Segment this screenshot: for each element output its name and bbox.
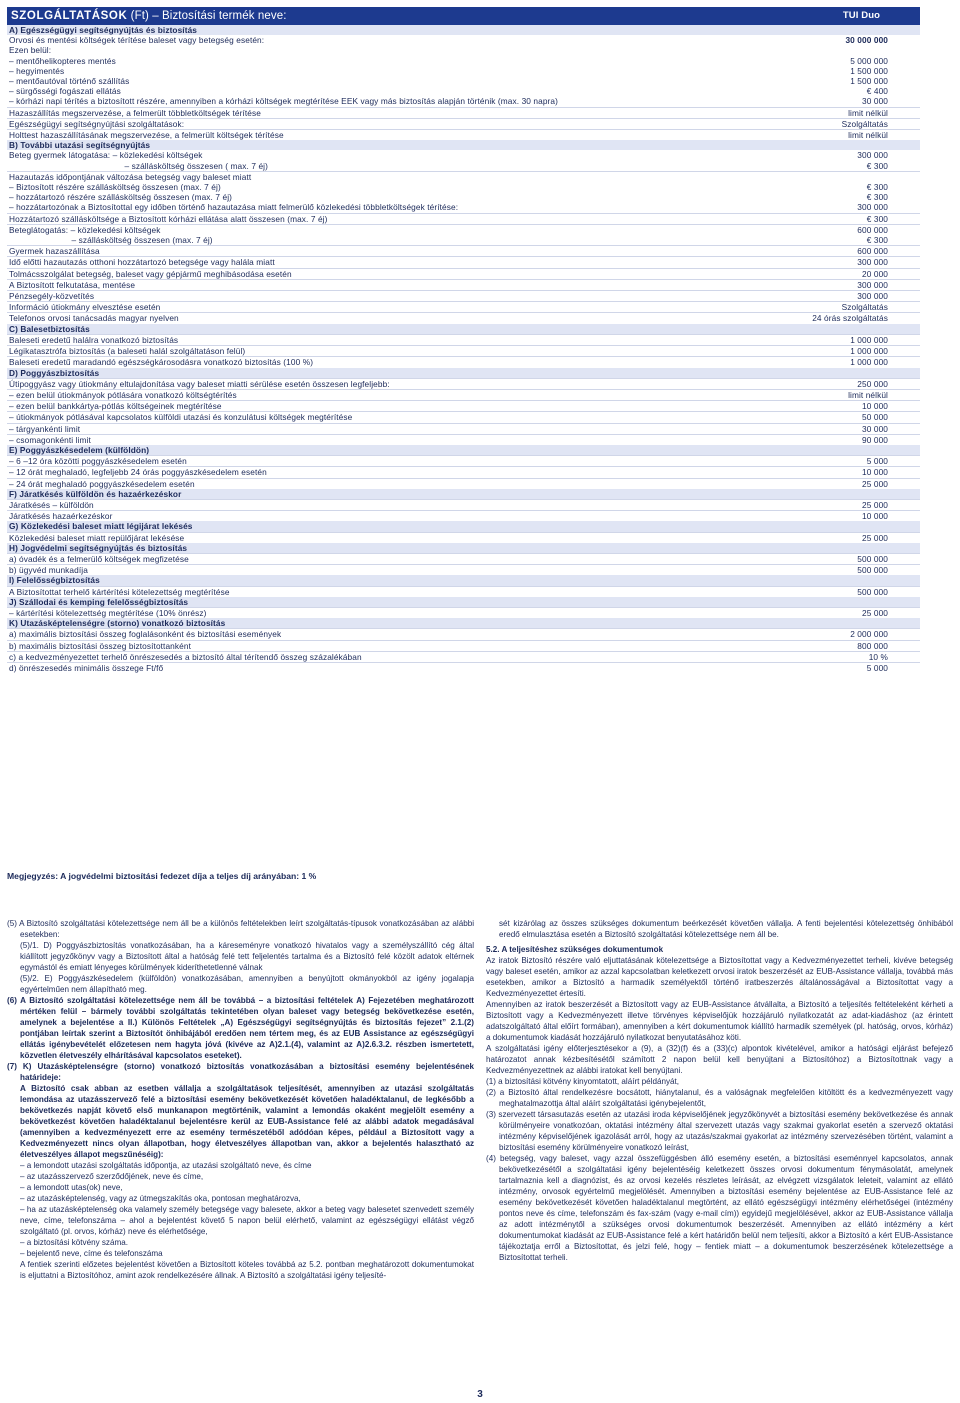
row-label: Beteg gyermek látogatása: – közlekedési költségek: [9, 150, 203, 161]
row-value: 600 000: [857, 246, 888, 257]
row-label: – 6 –12 óra közötti poggyászkésedelem esetén: [9, 456, 187, 467]
footnote: Megjegyzés: A jogvédelmi biztosítási fedezet díja a teljes díj arányában: 1 %: [7, 871, 317, 881]
row-label: d) önrészesedés minimális összege Ft/fő: [9, 662, 164, 673]
paragraph: – az utazásszervező szerződőjének, neve és címe,: [20, 1172, 204, 1181]
row-label: – csomagonkénti limit: [9, 434, 91, 445]
table-row: [7, 334, 920, 345]
paragraph: Amennyiben az iratok beszerzését a Biztosított vagy az EUB-Assistance átvállalta, a Biztosító a teljesítés feltételeként kérheti a Biztosított vagy a Kedvezményezett illetve törvényes képviselőjük hozzájáruló nyilatkozatát az adat-kiadáshoz (az érintett adatszolgáltató által előírt formában), amennyiben a kért dokumentumok kiállító harmadik személyek (pl. hatóság, orvos, kórház) a dokumentumok kiadását hozzájáruló nyilatkozat benyutatásához köti.: [486, 1000, 953, 1042]
row-value: 30 000: [862, 423, 888, 434]
row-label: Egészségügyi segítségnyújtási szolgáltatások:: [9, 118, 185, 129]
table-row: [7, 66, 920, 76]
row-value: 500 000: [857, 565, 888, 576]
table-row: [7, 35, 920, 45]
row-value: 500 000: [857, 586, 888, 597]
row-value: 1 000 000: [850, 346, 888, 357]
row-label: – Biztosított részére szállásköltség összesen (max. 7 éj): [9, 182, 221, 193]
row-label: Közlekedési baleset miatt repülőjárat lekésése: [9, 532, 185, 543]
table-title: SZOLGÁLTATÁSOK: [11, 10, 128, 22]
row-value: limit nélkül: [848, 107, 888, 118]
left-column: [7, 918, 474, 1281]
table-row: [7, 345, 920, 356]
row-value: 25 000: [862, 478, 888, 489]
paragraph: A Biztosító csak abban az esetben vállalja a szolgáltatások teljesítését, amennyiben az utazási szolgáltatás lemondása az utazásszervező felé a biztosítási esemény bekövetkezését követően haladéktalanul, de legkésőbb a bekövetkezés napját követő első munkanapon megtörténik, valamint a lemondás okaként megjelölt esemény a bekövetkezést követően haladéktalanul bejelentésre kerül az EUB-Assistance felé az alábbi adatok megadásával (amennyiben a kedvezményezett erre az esemény természetéből adódóan képes, például a Biztosított vagy a Kedvezményezett nincs olyan állapotban, hogy életveszélyes állapotban van, akkor a bejelentés halasztható az életveszélyes állapot megszűnéséig):: [20, 1084, 474, 1159]
table-title-rest: (Ft) – Biztosítási termék neve:: [127, 10, 287, 22]
section-header-row: [7, 140, 920, 150]
row-label: b) ügyvéd munkadíja: [9, 565, 88, 576]
table-rows: [7, 25, 920, 673]
paragraph: sét kizárólag az összes szükséges dokumentum beérkezését követően vállalja. A fenti bejelentési kötelezettség önhibából eredő elmulasztása esetén a Biztosító szolgáltatási kötelezettsége nem áll be.: [499, 919, 953, 939]
table-row: [7, 662, 920, 673]
row-value: 25 000: [862, 607, 888, 618]
table-row: [7, 56, 920, 66]
paragraph: (5)/2. E) Poggyászkésedelem (külföldön) vonatkozásában, amennyiben a benyújtott okmányokból az igény jogalapja egyértelműen nem állapítható meg.: [20, 974, 474, 994]
table-row: [7, 389, 920, 400]
table-row: [7, 651, 920, 662]
row-value: 300 000: [857, 257, 888, 268]
row-value: 25 000: [862, 499, 888, 510]
row-label: Holttest hazaszállításának megszervezése, a felmerült költségek térítése: [9, 130, 284, 141]
table-row: [7, 301, 920, 312]
table-row: [7, 499, 920, 510]
row-label: B) További utazási segítségnyújtás: [9, 140, 151, 151]
paragraph: – a lemondott utazási szolgáltatás időpontja, az utazási szolgáltató neve, és címe: [20, 1161, 312, 1170]
table-row: [7, 411, 920, 422]
table-row: [7, 423, 920, 434]
row-value: 1 000 000: [850, 357, 888, 368]
row-label: I) Felelősségbiztosítás: [9, 575, 100, 586]
row-value: 800 000: [857, 640, 888, 651]
row-label: Pénzsegély-közvetítés: [9, 291, 95, 302]
row-label: – ezen belül bankkártya-pótlás költségeinek megtérítése: [9, 401, 222, 412]
table-row: [7, 400, 920, 411]
table-row: [7, 129, 920, 140]
row-value: 10 000: [862, 511, 888, 522]
table-row: [7, 45, 920, 55]
section-header-row: [7, 575, 920, 585]
row-label: b) maximális biztosítási összeg biztosítottanként: [9, 640, 191, 651]
table-row: [7, 161, 920, 171]
table-row: [7, 564, 920, 575]
row-value: limit nélkül: [848, 389, 888, 400]
table-row: [7, 171, 920, 182]
row-label: Baleseti eredetű maradandó egészségkárosodásra vonatkozó biztosítás (100 %): [9, 357, 314, 368]
table-row: [7, 279, 920, 290]
table-row: [7, 434, 920, 445]
row-value: 1 500 000: [850, 76, 888, 87]
row-label: – kórházi napi térítés a biztosított részére, amennyiben a kórházi költségek megtérítése EEK vagy más biztosítás alapján történik (max. 30 napra): [9, 96, 558, 107]
row-label: – hozzátartozó részére szállásköltség összesen (max. 7 éj): [9, 192, 232, 203]
right-column: [486, 918, 953, 1263]
row-label: D) Poggyászbiztosítás: [9, 367, 100, 378]
row-label: Ezen belül:: [9, 45, 52, 56]
row-label: – 12 órát meghaladó, legfeljebb 24 órás poggyászkésedelem esetén: [9, 467, 267, 478]
row-label: C) Balesetbiztosítás: [9, 323, 90, 334]
table-row: [7, 640, 920, 651]
paragraph: – bejelentő neve, címe és telefonszáma: [20, 1249, 163, 1258]
row-label: G) Közlekedési baleset miatt légijárat lekésés: [9, 521, 193, 532]
benefits-table: [7, 7, 920, 673]
row-label: A Biztosítottat terhelő kártérítési kötelezettség megtérítése: [9, 586, 230, 597]
paragraph: (5)/1. D) Poggyászbiztosítás vonatkozásában, ha a káreseményre vonatkozó hivatalos vagy a személyszállító cég által kiállított jegyzőkönyv vagy a Biztosított által a hatóság felé tett feljelentés tartalma és a Biztosító felé közölt adatok eltérnek egymástól és emiatt lényeges körülmények kideríthetetlenné válnak: [20, 941, 474, 972]
row-label: – mentőhelikopteres mentés: [9, 55, 116, 66]
row-label: – tárgyankénti limit: [9, 423, 81, 434]
row-label: A) Egészségügyi segítségnyújtás és biztosítás: [9, 25, 198, 35]
row-value: 1 000 000: [850, 334, 888, 345]
row-value: € 300: [866, 192, 888, 203]
table-row: [7, 553, 920, 564]
table-row: [7, 76, 920, 86]
row-label: Tolmácsszolgálat betegség, baleset vagy gépjármű meghibásodása esetén: [9, 268, 292, 279]
table-row: [7, 268, 920, 279]
row-value: 24 órás szolgáltatás: [812, 313, 888, 324]
section-header-row: [7, 25, 920, 35]
table-row: [7, 356, 920, 367]
row-label: c) a kedvezményezettet terhelő önrészesedés a biztosító által térítendő összeg százalékában: [9, 651, 362, 662]
table-row: [7, 192, 920, 202]
row-value: limit nélkül: [848, 130, 888, 141]
section-header-row: [7, 543, 920, 553]
table-row: [7, 182, 920, 192]
paragraph: – a lemondott utas(ok) neve,: [20, 1183, 123, 1192]
row-label: J) Szállodai és kemping felelősségbiztosítás: [9, 596, 189, 607]
row-label: Telefonos orvosi tanácsadás magyar nyelven: [9, 313, 179, 324]
paragraph: (1) a biztosítási kötvény kinyomtatott, aláírt példányát,: [486, 1077, 679, 1086]
table-row: [7, 118, 920, 129]
row-value: 5 000: [866, 456, 888, 467]
row-label: K) Utazásképtelenségre (storno) vonatkozó biztosítás: [9, 618, 226, 629]
table-row: [7, 290, 920, 301]
row-value: 10 000: [862, 401, 888, 412]
row-label: a) óvadék és a felmerülő költségek megfizetése: [9, 553, 189, 564]
row-value: 25 000: [862, 532, 888, 543]
table-row: [7, 586, 920, 597]
table-row: [7, 478, 920, 489]
row-value: 2 000 000: [850, 629, 888, 640]
row-label: – ezen belül útiokmányok pótlására vonatkozó költségtérítés: [9, 389, 237, 400]
row-label: Járatkésés hazaérkezéskor: [9, 511, 113, 522]
section-header-row: [7, 324, 920, 334]
paragraph: – a biztosítási kötvény száma.: [20, 1238, 128, 1247]
row-value: € 400: [866, 86, 888, 97]
table-row: [7, 455, 920, 466]
row-label: Információ útiokmány elvesztése esetén: [9, 302, 161, 313]
table-row: [7, 466, 920, 477]
row-label: Baleseti eredetű halálra vonatkozó biztosítás: [9, 334, 179, 345]
table-row: [7, 224, 920, 235]
row-label: Gyermek hazaszállítása: [9, 246, 100, 257]
row-value: 250 000: [857, 378, 888, 389]
row-label: – kártérítési kötelezettség megtérítése (10% önrész): [9, 607, 207, 618]
paragraph: – az utazásképtelenség, vagy az útmegszakítás oka, pontosan meghatározva,: [20, 1194, 301, 1203]
row-value: 5 000: [866, 662, 888, 673]
row-label: Hozzátartozó szállásköltsége a Biztosított kórházi ellátása alatt összesen (max. 7 éj): [9, 213, 328, 224]
row-value: Szolgáltatás: [841, 302, 888, 313]
row-value: € 300: [866, 182, 888, 193]
row-value: 10 %: [868, 651, 888, 662]
row-value: 30 000: [862, 96, 888, 107]
row-value: 300 000: [857, 202, 888, 213]
row-label: A Biztosított felkutatása, mentése: [9, 279, 136, 290]
row-label: – szállásköltség összesen (max. 7 éj): [9, 235, 213, 246]
table-title-row: [7, 7, 920, 25]
row-value: 20 000: [862, 268, 888, 279]
row-value: 10 000: [862, 467, 888, 478]
row-label: – sürgősségi fogászati ellátás: [9, 86, 121, 97]
paragraph: 5.2. A teljesítéshez szükséges dokumentumok: [486, 945, 664, 954]
table-row: [7, 202, 920, 212]
table-row: [7, 256, 920, 267]
table-row: [7, 235, 920, 245]
paragraph: (3) szervezett társasutazás esetén az utazási iroda képviselőjének jegyzőkönyvét a biztosítási esemény bekövetkezése és annak körülményeire vonatkozóan, oktatási intézmény által szervezett utazás vagy szakmai gyakorlat esetén a szervező oktatási intézmény képviselőjének igazolását arról, hogy az utazás/szakmai gyakorlat az intézmény szervezésében történt, valamint a biztosítási esemény körülményeire vonatkozó leírást,: [486, 1110, 953, 1152]
paragraph: Az iratok Biztosító részére való eljuttatásának kötelezettsége a Biztosítottat vagy a Kedvezményezettet terheli, kivéve betegség vagy baleset esetén, amikor az azzal kapcsolatban keletkezett orvosi iratok beszerzését az EUB-Assistance vállalja, továbbá más esetekben, amikor a Biztosító a harmadik személyektől történő iratbeszerzés általánosságával a Biztosítottat vagy a Kedvezményezettet értesíti.: [486, 956, 953, 998]
table-row: [7, 245, 920, 256]
row-label: Orvosi és mentési költségek térítése baleset vagy betegség esetén:: [9, 35, 265, 46]
row-label: Légikatasztrófa biztosítás (a baleseti halál szolgáltatáson felül): [9, 346, 246, 357]
row-label: Hazaszállítás megszervezése, a felmerült többletköltségek térítése: [9, 107, 261, 118]
row-label: – hegyimentés: [9, 65, 65, 76]
table-row: [7, 86, 920, 96]
row-value: Szolgáltatás: [841, 118, 888, 129]
row-label: – hozzátartozónak a Biztosítottal egy időben történő hazautazása miatt felmerülő közlekedési többletköltségek térítése:: [9, 202, 459, 213]
row-label: Idő előtti hazautazás otthoni hozzátartozó betegsége vagy halála miatt: [9, 257, 275, 268]
row-value: 600 000: [857, 224, 888, 235]
row-value: € 300: [866, 213, 888, 224]
row-label: – szállásköltség összesen ( max. 7 éj): [9, 160, 268, 171]
table-row: [7, 607, 920, 618]
section-header-row: [7, 521, 920, 531]
paragraph: A fentiek szerinti előzetes bejelentést követően a Biztosított köteles továbbá az 5.2. pontban meghatározott dokumentumokat is eljuttatni a Biztosítóhoz, amint azok rendelkezésére állnak. A Biztosító a szolgáltatási igény teljesíté-: [20, 1260, 474, 1280]
page-number: 3: [477, 1389, 483, 1400]
row-value: € 300: [866, 235, 888, 246]
row-label: Hazautazás időpontjának változása betegség vagy baleset miatt: [9, 171, 252, 182]
table-row: [7, 378, 920, 389]
table-row: [7, 150, 920, 160]
table-row: [7, 96, 920, 106]
row-label: – 24 órát meghaladó poggyászkésedelem esetén: [9, 478, 195, 489]
row-label: Beteglátogatás: – közlekedési költségek: [9, 224, 161, 235]
paragraph: (7) K) Utazásképtelenségre (storno) vonatkozó biztosítás vonatkozásában a biztosítási esemény bejelentésének határideje:: [7, 1062, 474, 1082]
row-label: Útipoggyász vagy útiokmány eltulajdonítása vagy baleset miatti sérülése esetén összesen legfeljebb:: [9, 378, 390, 389]
paragraph: (5) A Biztosító szolgáltatási kötelezettsége nem áll be a különös feltételekben leírt szolgáltatás-típusok vonatkozásában az alábbi esetekben:: [7, 919, 474, 939]
row-value: 300 000: [857, 291, 888, 302]
table-row: [7, 532, 920, 543]
row-value: 500 000: [857, 553, 888, 564]
table-row: [7, 107, 920, 118]
row-label: Járatkésés – külföldön: [9, 499, 94, 510]
row-label: – mentőautóval történő szállítás: [9, 76, 130, 87]
section-header-row: [7, 489, 920, 499]
table-row: [7, 510, 920, 521]
paragraph: (4) betegség, vagy baleset, vagy azzal összefüggésben álló esemény esetén, a biztosítási eseménnyel kapcsolatos, annak bekövetkezésétől a szolgáltatási igény bejelentéséig keletkezett összes orvosi dokumentum fénymásolatát, amelynek tartalmaznia kell a diagnózist, és az orvosi kezelés részletes leírását, az elvégzett vizsgálatok leleteit, valamint az ellátó intézmény, orvosok egyértelmű megjelölését. Amennyiben a biztosítási esemény bejelentése az EUB-Assistance felé az esemény bekövetkezését követően haladéktalanul megtörtént, az ellátó egészségügyi intézmény elérhetőségei (intézmény pontos neve és címe, telefonszám és fax-szám (vagy e-mail cím)) egyidejű megjelölésével, akkor az EUB-Assistance vállalja az adott intézménytől a szükséges orvosi dokumentumok beszerzését. Amennyiben az ellátó intézmény a kért dokumentumokat kiadását az EUB-Assistance felé a kért határidőn belül nem teljesíti, akkor a Biztosító a kért EUB-Assistance tájékoztatja erről a Biztosítottat, és jelzi felé, hogy – fentiek miatt – a dokumentumok beszerzésének kötelezettsége a Biztosítottat terheli.: [486, 1154, 953, 1262]
row-label: E) Poggyászkésedelem (külföldön): [9, 444, 150, 455]
table-row: [7, 628, 920, 639]
paragraph: (2) a Biztosító által rendelkezésre bocsátott, hiánytalanul, és a valóságnak megfelelően kitöltött és a kedvezményezett vagy meghatalmazottja által aláírt szolgáltatási igénybejelentőt,: [486, 1088, 953, 1108]
row-label: – útiokmányok pótlásával kapcsolatos külföldi utazási és konzulátusi költségek megtérítése: [9, 412, 353, 423]
row-value: 50 000: [862, 412, 888, 423]
row-value: 300 000: [857, 150, 888, 161]
section-header-row: [7, 597, 920, 607]
row-value: 90 000: [862, 434, 888, 445]
row-label: a) maximális biztosítási összeg foglalásonként és biztosítási események: [9, 629, 282, 640]
table-row: [7, 312, 920, 323]
row-value: 300 000: [857, 279, 888, 290]
row-value: € 300: [866, 160, 888, 171]
section-header-row: [7, 445, 920, 455]
row-label: F) Járatkésés külföldön és hazaérkezéskor: [9, 488, 182, 499]
paragraph: – ha az utazásképtelenség oka valamely személy betegsége vagy balesete, akkor a beteg vagy balesetet szenvedett személy neve, címe, telefonszáma – ahol a bejelentést követő 5 napon belül elérhető, valamint az egészségügyi ellátást végző szolgáltató (pl. orvos, kórház) neve és elérhetősége,: [20, 1205, 474, 1236]
section-header-row: [7, 368, 920, 378]
row-value: 30 000 000: [845, 35, 888, 46]
paragraph: A szolgáltatási igény előterjesztésekor a (9), a (32)(f) és a (33)(c) alpontok kivételével, amikor a hatósági eljárást befejező határozatot annak kézbesítésétől számított 2 napon belül kell benyújtani a Biztosítóhoz) a Biztosítottnak vagy a Kedvezményezettnek az alábbi iratokat kell benyújtani.: [486, 1044, 953, 1075]
row-label: H) Jogvédelmi segítségnyújtás és biztosítás: [9, 542, 188, 553]
paragraph: (6) A Biztosító szolgáltatási kötelezettsége nem áll be továbbá – a biztosítási feltételek A) Fejezetében meghatározott mértéken felül – bármely további szolgáltatás tekintetében olyan baleset vagy betegség bekövetkezése esetén, amelynek a bejelentése a II.) Különös Feltételek „A) Egészségügyi segítségnyújtás és biztosítás fejezet” 2.1.(2) pontjában leírtak szerint a Biztosítót önhibájából eredően nem tértem meg, és az EUB Assistance az egészségügyi ellátás igénybevételét előzetesen nem hagyta jóvá (kivéve az A)2.1.(4), valamint az A)2.6.3.2. részben ismertetett, közvetlen életveszély elhárításával kapcsolatos eseteket).: [7, 996, 474, 1060]
row-value: 1 500 000: [850, 65, 888, 76]
table-row: [7, 213, 920, 224]
section-header-row: [7, 618, 920, 628]
product-name: TUI Duo: [842, 10, 880, 21]
row-value: 5 000 000: [850, 55, 888, 66]
